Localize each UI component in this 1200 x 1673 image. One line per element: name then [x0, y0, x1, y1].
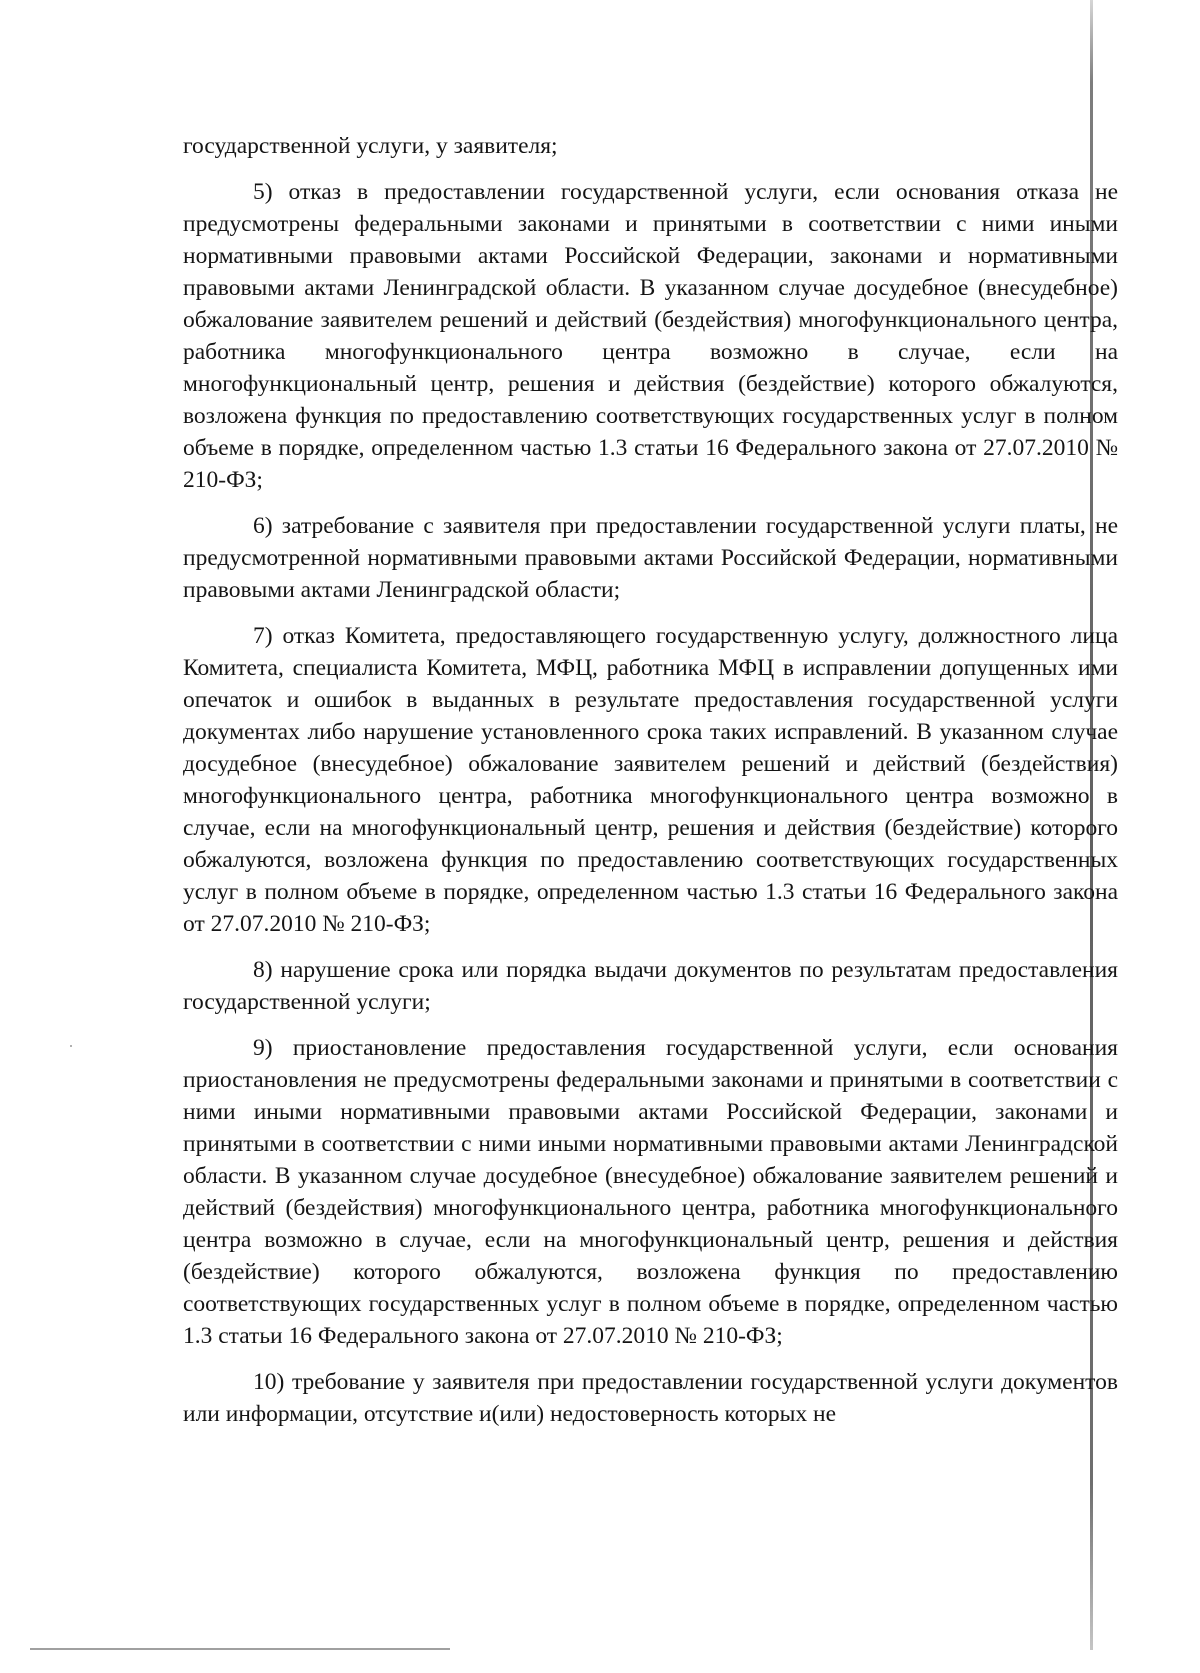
scan-artifact-bottom-line: [30, 1648, 450, 1650]
scan-artifact-dot: [70, 1045, 72, 1047]
document-body: [183, 130, 1118, 1430]
paragraph-item-8: 8) нарушение срока или порядка выдачи документов по результатам предоставления государственной услуги;: [183, 957, 1118, 1015]
paragraph-item-10: 10) требование у заявителя при предоставлении государственной услуги документов или информации, отсутствие и(или) недостоверность которых не: [183, 1369, 1118, 1427]
paragraph-continuation: государственной услуги, у заявителя;: [183, 133, 558, 159]
paragraph-item-7: 7) отказ Комитета, предоставляющего государственную услугу, должностного лица Комитета, специалиста Комитета, МФЦ, работника МФЦ в исправлении допущенных ими опечаток и ошибок в выданных в результате предоставления государственной услуги документах либо нарушение установленного срока таких исправлений. В указанном случае досудебное (внесудебное) обжалование заявителем решений и действий (бездействия) многофункционального центра, работника многофункционального центра возможно в случае, если на многофункциональный центр, решения и действия (бездействие) которого обжалуются, возложена функция по предоставлению соответствующих государственных услуг в полном объеме в порядке, определенном частью 1.3 статьи 16 Федерального закона от 27.07.2010 № 210-ФЗ;: [183, 623, 1118, 937]
paragraph-item-9: 9) приостановление предоставления государственной услуги, если основания приостановления не предусмотрены федеральными законами и принятыми в соответствии с ними иными нормативными правовыми актами Российской Федерации, законами и принятыми в соответствии с ними иными нормативными правовыми актами Ленинградской области. В указанном случае досудебное (внесудебное) обжалование заявителем решений и действий (бездействия) многофункционального центра, работника многофункционального центра возможно в случае, если на многофункциональный центр, решения и действия (бездействие) которого обжалуются, возложена функция по предоставлению соответствующих государственных услуг в полном объеме в порядке, определенном частью 1.3 статьи 16 Федерального закона от 27.07.2010 № 210-ФЗ;: [183, 1035, 1118, 1349]
paragraph-item-6: 6) затребование с заявителя при предоставлении государственной услуги платы, не предусмотренной нормативными правовыми актами Российской Федерации, нормативными правовыми актами Ленинградской области;: [183, 513, 1118, 603]
paragraph-item-5: 5) отказ в предоставлении государственной услуги, если основания отказа не предусмотрены федеральными законами и принятыми в соответствии с ними иными нормативными правовыми актами Российской Федерации, законами и нормативными правовыми актами Ленинградской области. В указанном случае досудебное (внесудебное) обжалование заявителем решений и действий (бездействия) многофункционального центра, работника многофункционального центра возможно в случае, если на многофункциональный центр, решения и действия (бездействие) которого обжалуются, возложена функция по предоставлению соответствующих государственных услуг в полном объеме в порядке, определенном частью 1.3 статьи 16 Федерального закона от 27.07.2010 № 210-ФЗ;: [183, 179, 1118, 493]
